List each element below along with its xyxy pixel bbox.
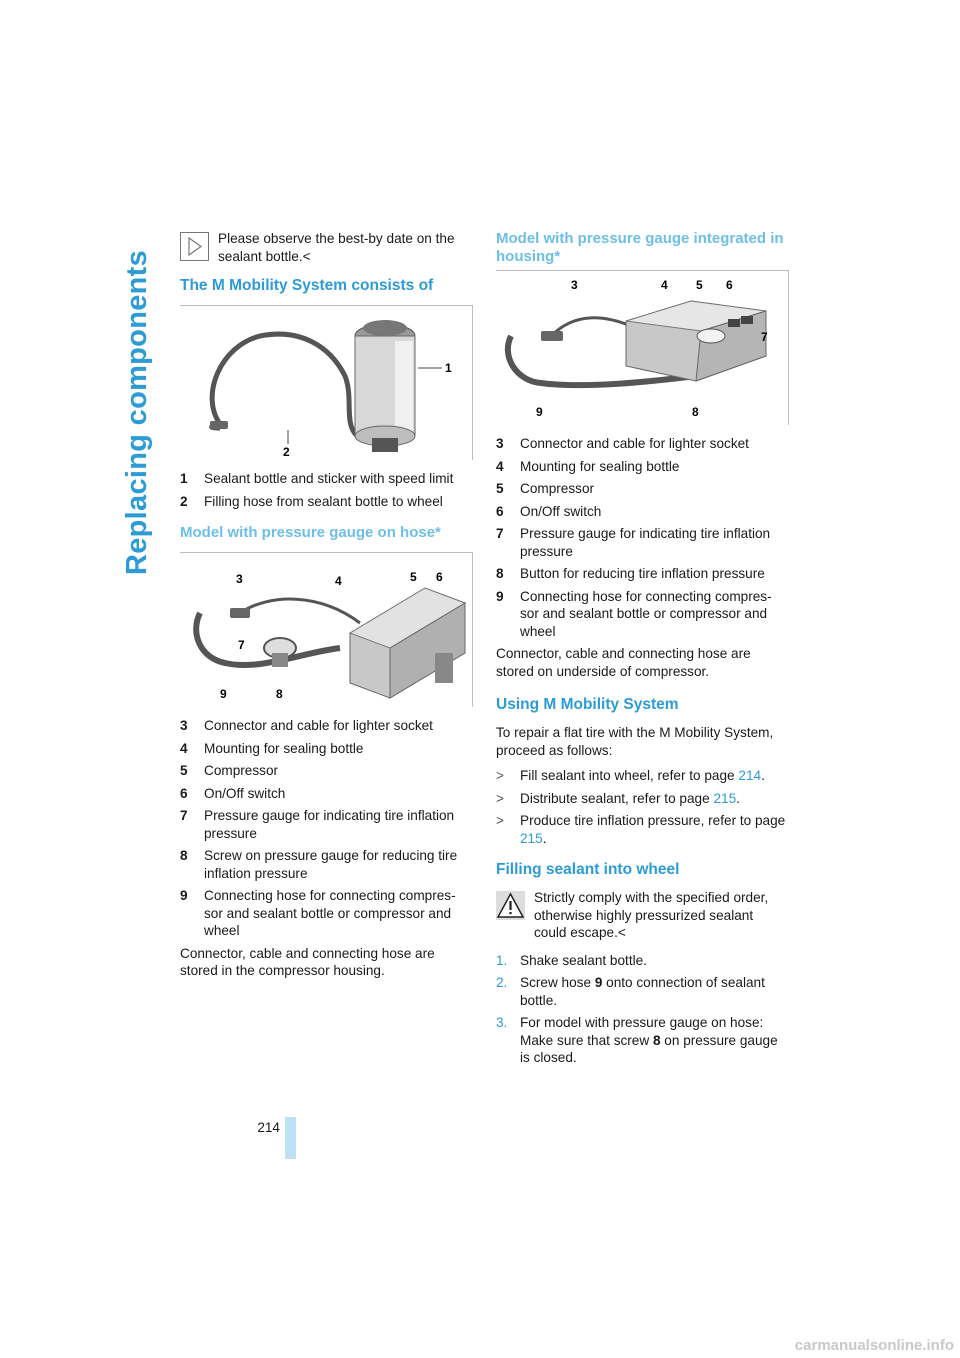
heading-gauge-integrated: Model with pressure gauge integrated in housing* bbox=[496, 230, 784, 265]
legend-num: 9 bbox=[180, 888, 188, 903]
legend-num: 9 bbox=[496, 588, 504, 604]
using-list bbox=[496, 767, 788, 847]
legend-num: 4 bbox=[496, 458, 504, 474]
step-text-end: onto connection of sealant bottle. bbox=[520, 975, 765, 1008]
list-item bbox=[496, 767, 788, 785]
fig2-callout-7: 7 bbox=[238, 638, 245, 652]
list-text: Fill sealant into wheel, refer to page bbox=[520, 768, 739, 783]
legend-text: Button for reducing tire inflation pressure bbox=[520, 566, 765, 581]
page-link-215[interactable]: 215 bbox=[520, 830, 543, 846]
legend-text: Connector and cable for lighter socket bbox=[204, 718, 433, 733]
warning-text: Strictly comply with the specified order, otherwise highly pressurized sealant could escape.< bbox=[534, 890, 769, 940]
step-text-end: on pressure gauge is closed. bbox=[520, 1032, 778, 1065]
right-column bbox=[496, 230, 788, 1072]
legend-item bbox=[496, 503, 788, 521]
filling-steps bbox=[496, 952, 788, 1067]
list-text: Produce tire inflation pressure, refer to page bbox=[520, 813, 786, 828]
warning-note bbox=[496, 889, 788, 942]
legend-num: 3 bbox=[180, 718, 188, 733]
legend-text: Connector and cable for lighter socket bbox=[520, 436, 749, 451]
legend-text: Connecting hose for connecting compres-sor and sealant bottle or compressor and wheel bbox=[520, 588, 772, 639]
step-text: Screw hose bbox=[520, 975, 595, 990]
step-bold: 8 bbox=[652, 1032, 661, 1048]
legend-text: On/Off switch bbox=[520, 503, 602, 519]
legend-system bbox=[180, 470, 470, 510]
fig2-callout-9: 9 bbox=[220, 687, 227, 701]
legend-item bbox=[180, 740, 470, 758]
figure-gauge-integrated bbox=[496, 270, 789, 425]
legend-num: 5 bbox=[180, 763, 188, 778]
legend-num: 6 bbox=[180, 785, 188, 801]
legend-num: 4 bbox=[180, 740, 188, 756]
heading-system: The M Mobility System consists of bbox=[180, 277, 434, 294]
using-intro: To repair a flat tire with the M Mobility System, proceed as follows: bbox=[496, 725, 774, 758]
fig2-callout-6: 6 bbox=[436, 570, 443, 584]
step-number: 2. bbox=[496, 975, 508, 990]
fig3-callout-6: 6 bbox=[726, 278, 733, 292]
legend-num: 1 bbox=[180, 471, 188, 486]
legend-num: 3 bbox=[496, 436, 504, 451]
fig2-callout-3: 3 bbox=[236, 572, 243, 586]
legend-num: 7 bbox=[180, 808, 188, 823]
gauge-integrated-illustration bbox=[496, 271, 788, 425]
legend-item bbox=[496, 435, 788, 453]
list-end: . bbox=[736, 790, 740, 806]
legend-text: Compressor bbox=[204, 763, 279, 778]
legend-num: 8 bbox=[180, 848, 188, 863]
list-item bbox=[496, 790, 788, 808]
heading-filling: Filling sealant into wheel bbox=[496, 861, 680, 878]
bullet-mark: > bbox=[496, 813, 504, 828]
fig3-callout-5: 5 bbox=[696, 278, 703, 292]
section-side-title bbox=[118, 235, 158, 575]
list-item bbox=[496, 812, 788, 847]
note-arrow-icon bbox=[180, 232, 209, 261]
legend-item bbox=[180, 717, 470, 735]
figure-mobility-system bbox=[180, 305, 473, 460]
fig3-callout-8: 8 bbox=[692, 405, 699, 419]
legend-text: Mounting for sealing bottle bbox=[204, 740, 364, 756]
step-text: For model with pressure gauge on hose: Make sure that screw bbox=[520, 1015, 764, 1048]
fig1-callout-2: 2 bbox=[283, 445, 290, 459]
legend-num: 7 bbox=[496, 526, 504, 541]
legend-item bbox=[180, 470, 470, 488]
section-title-text: Replacing components bbox=[121, 249, 153, 575]
bullet-mark: > bbox=[496, 768, 504, 783]
step-item bbox=[496, 974, 788, 1009]
bullet-mark: > bbox=[496, 790, 504, 806]
legend-item bbox=[496, 565, 788, 583]
legend-item bbox=[180, 807, 470, 842]
warning-triangle-icon bbox=[496, 891, 525, 920]
best-by-note bbox=[180, 230, 470, 265]
legend-text: Screw on pressure gauge for reducing tire inflation pressure bbox=[204, 848, 458, 881]
legend-num: 5 bbox=[496, 481, 504, 496]
step-text: Shake sealant bottle. bbox=[520, 952, 647, 968]
legend-item bbox=[496, 458, 788, 476]
legend-text: Filling hose from sealant bottle to wheel bbox=[204, 493, 443, 509]
fig3-callout-3: 3 bbox=[571, 278, 578, 292]
step-number: 3. bbox=[496, 1015, 508, 1030]
watermark: carmanualsonline.info bbox=[794, 1337, 954, 1354]
legend-item bbox=[180, 762, 470, 780]
fig3-callout-9: 9 bbox=[536, 405, 543, 419]
fig2-callout-5: 5 bbox=[410, 570, 417, 584]
heading-using: Using M Mobility System bbox=[496, 696, 679, 713]
fig1-callout-1: 1 bbox=[445, 361, 452, 375]
legend-text: Connecting hose for connecting compres-sor and sealant bottle or compressor and wheel bbox=[204, 888, 456, 938]
legend-text: Sealant bottle and sticker with speed limit bbox=[204, 471, 454, 486]
page-number: 214 bbox=[257, 1120, 280, 1135]
step-item bbox=[496, 952, 788, 970]
legend-item bbox=[180, 887, 470, 940]
left-column bbox=[180, 230, 470, 988]
mobility-system-illustration bbox=[180, 306, 472, 460]
legend-text: Compressor bbox=[520, 481, 595, 496]
closing-text: Connector, cable and connecting hose are stored in the compressor housing. bbox=[180, 945, 435, 978]
legend-num: 2 bbox=[180, 493, 188, 509]
list-text: Distribute sealant, refer to page bbox=[520, 790, 714, 806]
step-bold: 9 bbox=[594, 975, 603, 990]
gauge-on-hose-illustration bbox=[180, 553, 472, 707]
fig2-callout-8: 8 bbox=[276, 687, 283, 701]
note-text: Please observe the best-by date on the sealant bottle.< bbox=[218, 231, 455, 264]
step-number: 1. bbox=[496, 952, 508, 968]
fig3-callout-7: 7 bbox=[761, 330, 768, 344]
legend-item bbox=[496, 588, 788, 641]
legend-num: 6 bbox=[496, 503, 504, 519]
legend-text: Mounting for sealing bottle bbox=[520, 458, 680, 474]
fig3-callout-4: 4 bbox=[661, 278, 668, 292]
page-link-214[interactable]: 214 bbox=[738, 768, 762, 783]
page-marker-bar bbox=[285, 1117, 296, 1159]
list-end: . bbox=[542, 830, 547, 846]
legend-text: On/Off switch bbox=[204, 785, 286, 801]
legend-text: Pressure gauge for indicating tire inflation pressure bbox=[204, 808, 455, 841]
legend-gauge-integrated bbox=[496, 435, 788, 640]
figure-gauge-on-hose bbox=[180, 552, 473, 707]
legend-item bbox=[180, 847, 470, 882]
page-link-215[interactable]: 215 bbox=[713, 790, 737, 806]
legend-item bbox=[496, 480, 788, 498]
legend-item bbox=[496, 525, 788, 560]
legend-text: Pressure gauge for indicating tire inflation pressure bbox=[520, 526, 771, 559]
step-item bbox=[496, 1014, 788, 1067]
fig2-callout-4: 4 bbox=[335, 574, 342, 588]
heading-gauge-on-hose: Model with pressure gauge on hose* bbox=[180, 524, 441, 541]
list-end: . bbox=[761, 768, 765, 783]
legend-item bbox=[180, 785, 470, 803]
legend-num: 8 bbox=[496, 566, 504, 581]
legend-gauge-on-hose bbox=[180, 717, 470, 940]
stored-text: Connector, cable and connecting hose are stored on underside of compressor. bbox=[496, 646, 751, 679]
legend-item bbox=[180, 493, 470, 511]
